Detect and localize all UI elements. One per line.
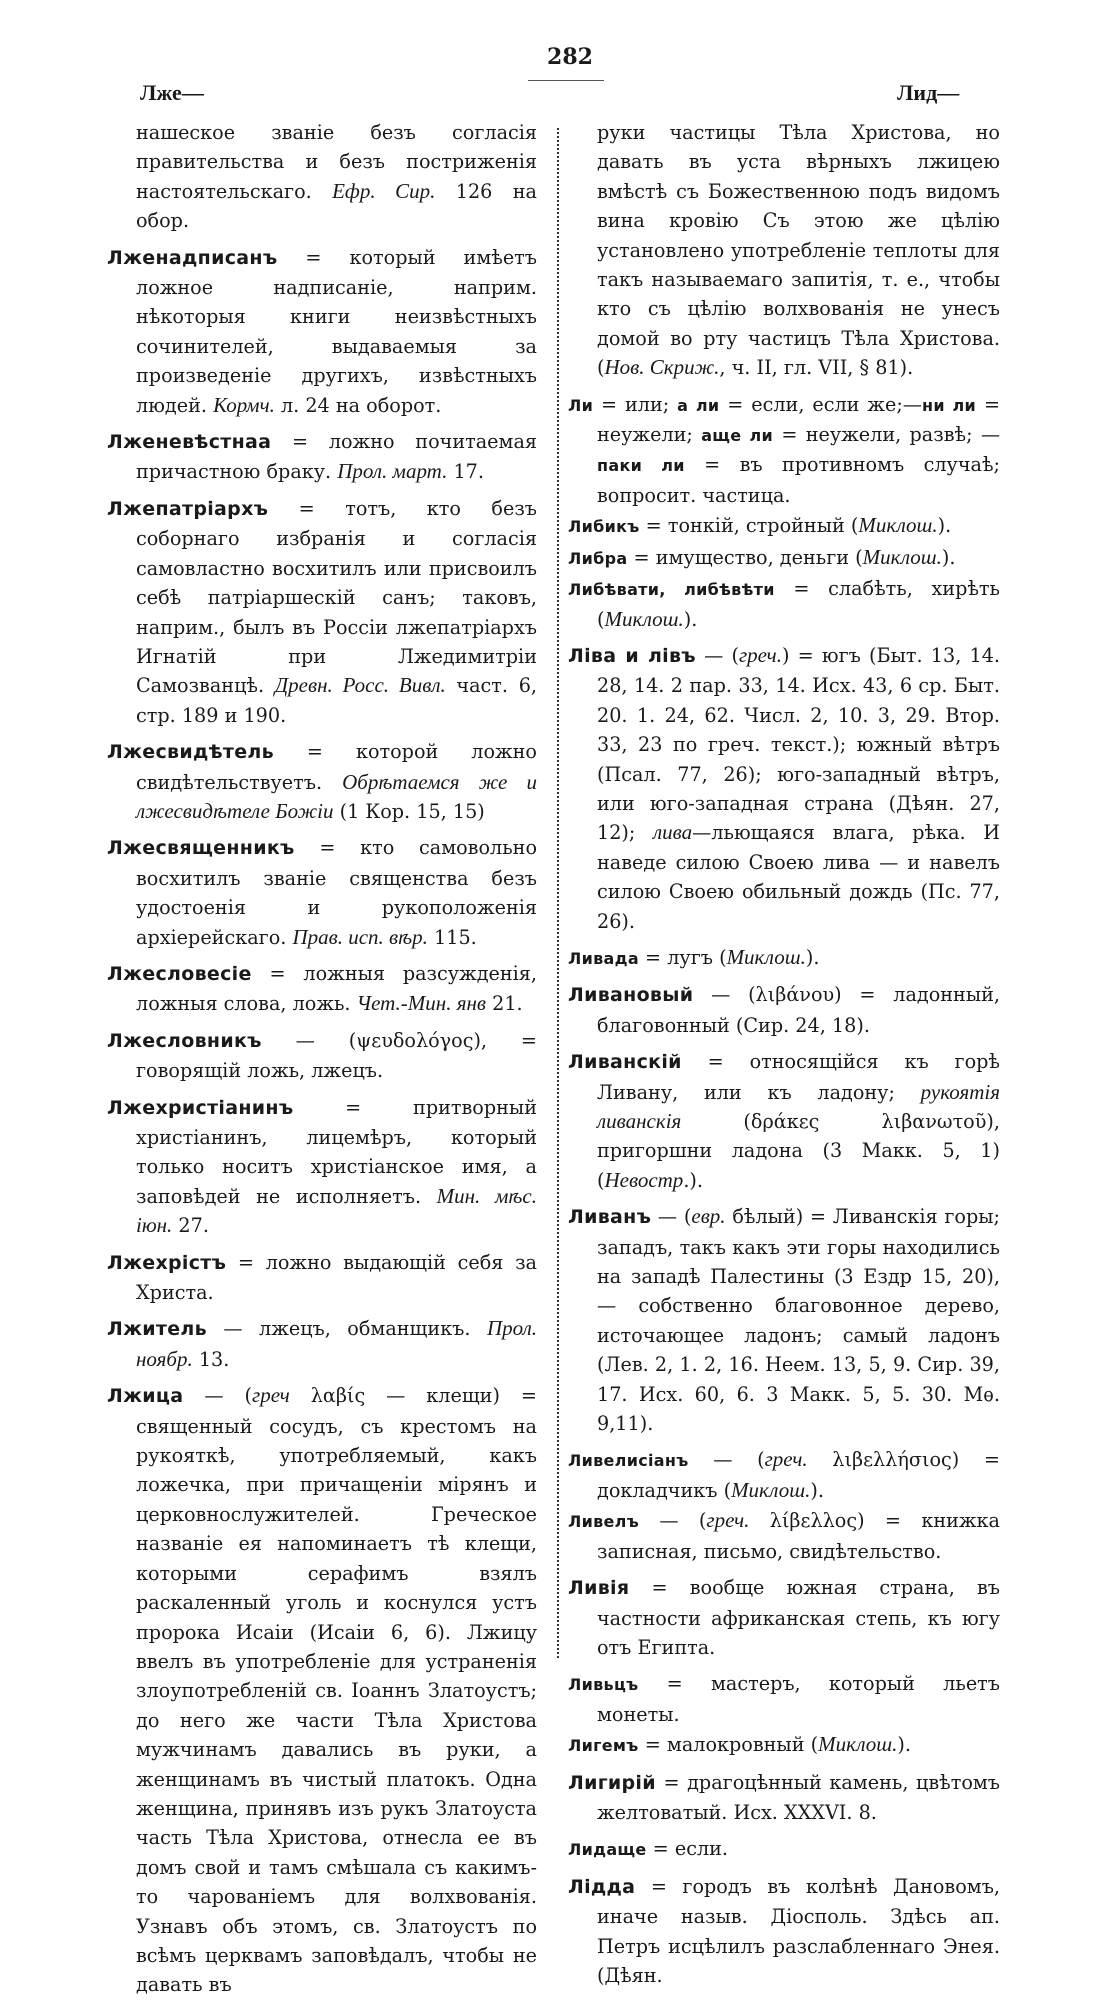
entry-continuation xyxy=(107,118,537,236)
headword: Лженевѣстнаа xyxy=(107,431,272,454)
definition-text: = лугъ ( xyxy=(638,945,727,969)
dictionary-entry xyxy=(568,543,1000,573)
definition-text: — (λιβάνου) = ладонный, благовонный (Сир. 24, 18). xyxy=(597,983,1000,1037)
definition-text: ). xyxy=(805,945,820,969)
definition-text: = малокровный ( xyxy=(638,1733,819,1757)
dictionary-entry xyxy=(568,1573,1000,1662)
headword: Ливьцъ xyxy=(568,1675,639,1695)
definition-text: = ложно выдающій себя за Христа. xyxy=(136,1250,537,1305)
definition-text: = вообще южная страна, въ частности африканская степь, къ югу отъ Египта. xyxy=(597,1576,1000,1659)
reference-italic: Миклош. xyxy=(818,1732,898,1757)
definition-text: = относящійся къ горѣ Ливану, или къ ладону; xyxy=(597,1050,1000,1104)
definition-text: = городъ въ колѣнѣ Дановомъ, иначе назыв. Діосполь. Здѣсь ап. Петръ исцѣлилъ разслабленнаго Энея. (Дѣян. xyxy=(597,1874,1000,1987)
headword: Лжесвященникъ xyxy=(107,837,295,860)
entry-continuation xyxy=(568,118,1000,383)
headword: Лжепатріархъ xyxy=(107,497,269,520)
headword: Лидаще xyxy=(568,1840,647,1860)
headword: Лжитель xyxy=(107,1318,207,1341)
headword: Лжехрістъ xyxy=(107,1251,227,1274)
dictionary-entry xyxy=(568,641,1000,936)
dictionary-entry xyxy=(568,574,1000,634)
definition-text: ) = югъ (Быт. 13, 14. 28, 14. 2 пар. 33, 14. Исх. 43, 6 ср. Быт. 20. 1. 24, 62. Числ. 2, 10. 3, 29. Втор. 33, 23 по греч. текст.); южный вѣтръ (Псал. 77, 26); юго-западный вѣтръ, или юго-западная страна (Дѣян. 27, 12); xyxy=(597,643,1001,845)
reference-italic: Миклош. xyxy=(862,544,942,569)
headword: Ливелъ xyxy=(568,1512,640,1532)
dictionary-entry xyxy=(568,1834,1000,1864)
reference-italic: Прав. исп. вѣр. xyxy=(292,924,428,949)
left-column xyxy=(107,118,537,2007)
definition-text: = слабѣть, хирѣть ( xyxy=(597,577,1000,631)
reference-italic: Ефр. Сир. xyxy=(332,178,436,203)
definition-text: = имущество, деньги ( xyxy=(627,545,863,569)
headword: Лигемъ xyxy=(568,1736,639,1756)
definition-text: бѣлый) = Ливанскія горы; западъ, такъ какъ эти горы находились на западѣ Палестины (3 Ездр 15, 20), — собственно благовонное дерево, источающее ладонъ; самый ладонъ (Лев. 2, 1. 2, 16. Неем. 13, 5, 9. Сир. 39, 17. Исх. 60, 6. 3 Макк. 5, 5. 30. Мѳ. 9,11). xyxy=(597,1205,1001,1436)
reference-italic: греч. xyxy=(706,1508,750,1533)
definition-text: 27. xyxy=(172,1214,209,1238)
dictionary-entry xyxy=(107,427,537,487)
reference-italic: Нов. Скриж. xyxy=(604,355,720,380)
headword: Лжехристіанинъ xyxy=(107,1096,294,1119)
definition-text: = если. xyxy=(646,1837,729,1861)
headword: Лжица xyxy=(107,1385,184,1408)
headword: Либра xyxy=(568,548,628,568)
definition-text: 115. xyxy=(427,925,477,949)
definition-text: λιβελλήσιος) = докладчикъ ( xyxy=(597,1448,1001,1502)
reference-italic: евр. xyxy=(691,1204,726,1229)
sub-headword: паки ли xyxy=(597,456,685,476)
definition-text: = тотъ, кто безъ соборнаго избранія и согласія самовластно восхитилъ или присвоилъ себѣ патріаршескій санъ; таковъ, наприм., былъ въ Россіи лжепатріархъ Игнатій при Лжедимитріи Самозванцѣ. xyxy=(136,496,537,698)
dictionary-entry xyxy=(568,943,1000,973)
definition-text: = если, если же;— xyxy=(719,392,922,416)
headword: Ливановый xyxy=(568,984,694,1007)
definition-text: — ( xyxy=(183,1384,252,1408)
headword: Лигирій xyxy=(568,1771,656,1794)
reference-italic: Мин. мѣс. іюн. xyxy=(136,1183,537,1238)
definition-text: (1 Кор. 15, 15) xyxy=(333,799,485,823)
reference-italic: Кормч. xyxy=(213,392,275,417)
right-column xyxy=(568,118,1000,1997)
dictionary-entry xyxy=(568,1506,1000,1566)
definition-text: , ч. II, гл. VII, § 81). xyxy=(719,356,914,380)
sub-headword: аще ли xyxy=(701,426,774,446)
reference-italic: Миклош. xyxy=(858,513,938,538)
headword: Ліва и лівъ xyxy=(568,644,696,667)
definition-text: 13. xyxy=(192,1347,230,1371)
headword: Лжесловникъ xyxy=(107,1029,262,1052)
running-head-left: Лже— xyxy=(140,80,204,105)
definition-text: λίβελλος) = книжка записная, письмо, свидѣтельство. xyxy=(597,1509,1000,1563)
dictionary-entry xyxy=(568,980,1000,1040)
definition-text: ). xyxy=(937,514,952,538)
dictionary-entry xyxy=(107,1314,537,1374)
definition-text: = въ противномъ случаѣ; вопросит. частица. xyxy=(597,453,1000,507)
definition-text: — ( xyxy=(639,1509,707,1533)
running-head-right: Лид— xyxy=(897,80,960,105)
sub-headword: ни ли xyxy=(921,395,977,415)
definition-text: = драгоцѣнный камень, цвѣтомъ желтоватый. Исх. XXXVI. 8. xyxy=(597,1770,1000,1824)
definition-text: — ( xyxy=(688,1448,765,1472)
dictionary-entry xyxy=(568,1202,1000,1438)
headword: Ливанскій xyxy=(568,1051,682,1074)
reference-italic: Обрѣтаемся же и лжесвидѣтеле Божіи xyxy=(136,769,538,823)
definition-text: ). xyxy=(810,1478,824,1502)
headword: Ливелисіанъ xyxy=(568,1451,689,1471)
definition-text: = неужели, развѣ; — xyxy=(773,423,1001,447)
dictionary-entry xyxy=(107,737,537,826)
reference-italic: Чет.-Мин. янв xyxy=(356,991,487,1016)
definition-text: — (ψευδολόγος), = говорящій ложь, лжецъ. xyxy=(136,1028,537,1083)
reference-italic: греч. xyxy=(738,642,782,667)
reference-italic: греч. xyxy=(764,1447,808,1472)
reference-italic: Древн. Росс. Вивл. xyxy=(274,673,446,698)
definition-text: (δράκες λιβανωτοῦ), пригоршни ладона (3 Макк. 5, 1) ( xyxy=(597,1110,1000,1192)
definition-text: .). xyxy=(683,1168,703,1192)
page-number: 282 xyxy=(547,44,593,70)
definition-text: л. 24 на оборот. xyxy=(274,393,442,417)
reference-italic: Миклош. xyxy=(726,944,806,969)
definition-text: = или; xyxy=(593,392,678,416)
definition-text: — лжецъ, обманщикъ. xyxy=(206,1317,487,1341)
dictionary-entry xyxy=(107,959,537,1019)
headword: Либикъ xyxy=(568,517,640,537)
reference-italic: Миклош. xyxy=(604,606,684,631)
definition-text: — ( xyxy=(651,1205,692,1229)
dictionary-entry xyxy=(568,1730,1000,1760)
dictionary-entry xyxy=(107,243,537,420)
definition-text: нашеское званіе безъ согласія правительства и безъ постриженія настоятельскаго. xyxy=(136,121,537,203)
page-number-rule xyxy=(528,80,604,81)
definition-text: 126 на обор. xyxy=(136,179,537,233)
headword: Лжесловесіе xyxy=(107,962,252,985)
definition-text: 21. xyxy=(486,992,523,1016)
definition-text: = неужели; xyxy=(597,392,1001,447)
reference-italic: лива xyxy=(653,820,693,845)
definition-text: = которой ложно свидѣтельствуетъ. xyxy=(136,740,537,794)
dictionary-entry xyxy=(107,1026,537,1086)
reference-italic: Прол. март. xyxy=(337,459,448,484)
dictionary-entry xyxy=(107,1093,537,1241)
dictionary-entry xyxy=(568,1768,1000,1828)
headword: Ливія xyxy=(568,1577,630,1600)
reference-italic: рукоятія ливанскія xyxy=(597,1079,1000,1133)
headword: Ли xyxy=(568,395,594,415)
dictionary-entry xyxy=(107,833,537,952)
definition-text: част. 6, стр. 189 и 190. xyxy=(136,674,538,727)
definition-text: —льющаяся влага, рѣка. И наведе силою Своею лива — и навелъ силою Своею обильный дождь (Пс. 77, 26). xyxy=(597,821,1000,933)
definition-text: — ( xyxy=(695,643,739,667)
definition-text: = кто самовольно восхитилъ званіе священства безъ удостоенія и рукоположенія архіерейскаго. xyxy=(136,836,537,949)
dictionary-entry xyxy=(568,390,1000,511)
definition-text: = который имѣетъ ложное надписаніе, наприм. нѣкоторыя книги неизвѣстныхъ сочинителей, выдаваемыя за произведеніе другихъ, извѣстныхъ людей. xyxy=(136,245,537,417)
sub-headword: а ли xyxy=(677,395,720,415)
definition-text: ). xyxy=(683,607,698,631)
definition-text: = притворный христіанинъ, лицемѣръ, который только носитъ христіанское имя, а заповѣдей не исполняетъ. xyxy=(136,1095,537,1208)
dictionary-entry xyxy=(107,1248,537,1308)
definition-text: = тонкій, стройный ( xyxy=(639,514,859,538)
headword: Либѣвати, либѣвѣти xyxy=(568,580,775,600)
dictionary-entry xyxy=(568,1047,1000,1195)
definition-text: λαβίς — клещи) = священный сосудъ, съ крестомъ на рукояткѣ, употребляемый, какъ ложечка, при причащеніи мірянъ и церковнослужителей. Греческое названіе ея напоминаетъ тѣ клещи, которыми серафимъ взялъ раскаленный уголь и коснулся устъ пророка Исаіи (Исаіи 6, 6). Лжицу ввелъ въ употребленіе для устраненія злоупотребленій св. Іоаннъ Златоустъ; до него же части Тѣла Христова мужчинамъ давались въ руки, а женщинамъ въ чистый платокъ. Одна женщина, принявъ изъ рукъ Златоуста часть Тѣла Христова, отнесла ее въ домъ свой и тамъ смѣшала съ какимъ-то чарованіемъ для волхвованія. Узнавъ объ этомъ, св. Златоустъ по всѣмъ церквамъ заповѣдалъ, чтобы не давать въ xyxy=(136,1384,537,1997)
reference-italic: Миклош. xyxy=(731,1477,811,1502)
reference-italic: греч xyxy=(252,1383,290,1408)
definition-text: руки частицы Тѣла Христова, но давать въ уста вѣрныхъ лжицею вмѣстѣ съ Божественною подъ видомъ вина кровію Съ этою же цѣлію установлено употребленіе теплоты для такъ называемаго запитія, т. е., чтобы кто съ цѣлію волхвованія не унесъ домой во рту частицъ Тѣла Христова. ( xyxy=(597,121,1000,380)
definition-text: ). xyxy=(897,1733,911,1757)
headword: Ливанъ xyxy=(568,1206,652,1229)
reference-italic: Невостр xyxy=(604,1167,684,1192)
dictionary-entry xyxy=(568,511,1000,541)
headword: Лженадписанъ xyxy=(107,246,278,269)
reference-italic: Прол. ноябр. xyxy=(136,1316,537,1371)
dictionary-entry xyxy=(568,1669,1000,1729)
definition-text: ). xyxy=(941,545,956,569)
headword: Лідда xyxy=(568,1875,636,1898)
column-divider xyxy=(557,128,563,1658)
definition-text: 17. xyxy=(447,460,484,484)
headword: Ливада xyxy=(568,948,639,968)
dictionary-entry xyxy=(107,494,537,730)
definition-text: = мастеръ, который льетъ монеты. xyxy=(597,1672,1000,1726)
dictionary-entry xyxy=(568,1872,1000,1991)
definition-text: = ложно почитаемая причастною браку. xyxy=(136,430,537,484)
definition-text: = ложныя разсужденія, ложныя слова, ложь. xyxy=(136,961,537,1016)
dictionary-entry xyxy=(107,1381,537,2000)
headword: Лжесвидѣтель xyxy=(107,741,274,764)
dictionary-entry xyxy=(568,1445,1000,1505)
